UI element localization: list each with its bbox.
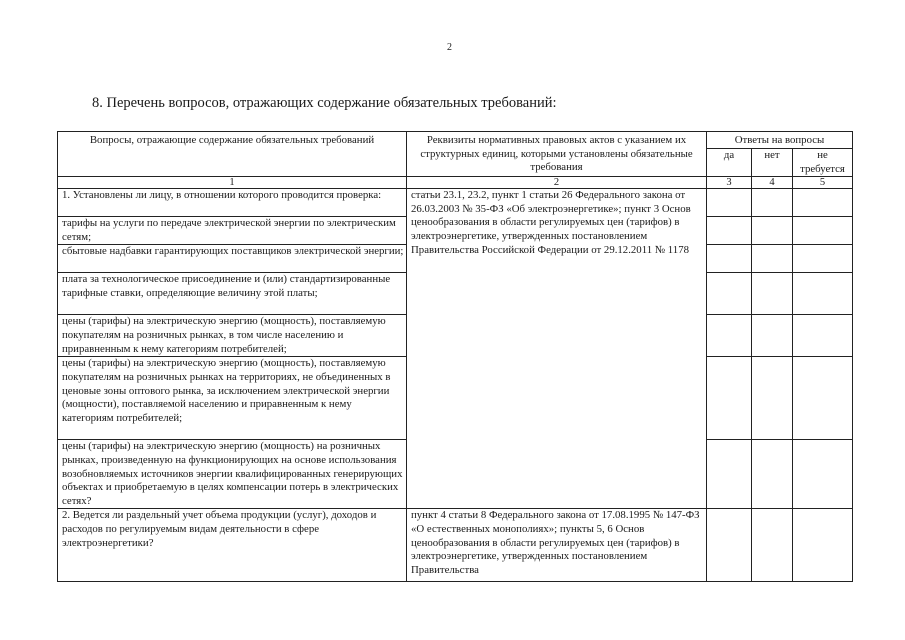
column-number: 3: [707, 177, 752, 189]
header-no: нет: [752, 149, 793, 177]
header-questions: Вопросы, отражающие содержание обязательных требований: [58, 132, 407, 177]
header-yes: да: [707, 149, 752, 177]
question-cell: плата за технологическое присоединение и (или) стандартизированные тарифные ставки, определяющие величину этой платы;: [58, 273, 407, 315]
answer-yes-cell[interactable]: [707, 217, 752, 245]
answer-not-required-cell[interactable]: [793, 315, 853, 357]
question-cell: цены (тарифы) на электрическую энергию (мощность) на розничных рынках, произведенную на функционирующих на основе использования возобновляемых источников энергии квалифицированных генерирующих объектах и приобретаемую в целях компенсации потерь в электрических сетях?: [58, 440, 407, 509]
header-row: [58, 132, 853, 149]
question-cell: 1. Установлены ли лицу, в отношении которого проводится проверка:: [58, 189, 407, 217]
answer-no-cell[interactable]: [752, 245, 793, 273]
legal-acts-cell: статьи 23.1, 23.2, пункт 1 статьи 26 Федерального закона от 26.03.2003 № 35-ФЗ «Об электроэнергетике»; пункт 3 Основ ценообразования в области регулируемых цен (тарифов) в электроэнергетике, утвержденных постановлением Правительства Российской Федерации от 29.12.2011 № 1178: [407, 189, 707, 509]
column-number: 5: [793, 177, 853, 189]
answer-no-cell[interactable]: [752, 273, 793, 315]
answer-no-cell[interactable]: [752, 189, 793, 217]
answer-no-cell[interactable]: [752, 440, 793, 509]
column-number: 1: [58, 177, 407, 189]
answer-yes-cell[interactable]: [707, 357, 752, 440]
requirements-table: [57, 131, 853, 582]
column-number: 2: [407, 177, 707, 189]
question-cell: цены (тарифы) на электрическую энергию (мощность), поставляемую покупателям на розничных рынках на территориях, не объединенных в ценовые зоны оптового рынка, за исключением электрической энергии (мощности), поставляемой населению и приравненным к нему категориям потребителей;: [58, 357, 407, 440]
answer-yes-cell[interactable]: [707, 509, 752, 582]
answer-not-required-cell[interactable]: [793, 217, 853, 245]
answer-not-required-cell[interactable]: [793, 509, 853, 582]
answer-no-cell[interactable]: [752, 357, 793, 440]
question-cell: сбытовые надбавки гарантирующих поставщиков электрической энергии;: [58, 245, 407, 273]
answer-not-required-cell[interactable]: [793, 245, 853, 273]
answer-not-required-cell[interactable]: [793, 273, 853, 315]
section-heading: 8. Перечень вопросов, отражающих содержание обязательных требований:: [92, 95, 557, 111]
legal-acts-cell: пункт 4 статьи 8 Федерального закона от 17.08.1995 № 147-ФЗ «О естественных монополиях»; пункты 5, 6 Основ ценообразования в области регулируемых цен (тарифов) в электроэнергетике, утвержденных постановлением Правительства: [407, 509, 707, 582]
answer-yes-cell[interactable]: [707, 315, 752, 357]
header-not-required: не требуется: [793, 149, 853, 177]
answer-yes-cell[interactable]: [707, 440, 752, 509]
header-answers: Ответы на вопросы: [707, 132, 853, 149]
answer-no-cell[interactable]: [752, 509, 793, 582]
page-number: 2: [447, 42, 452, 53]
question-cell: цены (тарифы) на электрическую энергию (мощность), поставляемую покупателям на розничных рынках, в том числе населению и приравненным к нему категориям потребителей;: [58, 315, 407, 357]
table-row: [58, 509, 853, 582]
question-cell: 2. Ведется ли раздельный учет объема продукции (услуг), доходов и расходов по регулируемым видам деятельности в сфере электроэнергетики?: [58, 509, 407, 582]
column-numbers-row: [58, 177, 853, 189]
answer-yes-cell[interactable]: [707, 273, 752, 315]
answer-not-required-cell[interactable]: [793, 189, 853, 217]
answer-no-cell[interactable]: [752, 315, 793, 357]
header-acts: Реквизиты нормативных правовых актов с указанием их структурных единиц, которыми установлены обязательные требования: [407, 132, 707, 177]
question-cell: тарифы на услуги по передаче электрической энергии по электрическим сетям;: [58, 217, 407, 245]
column-number: 4: [752, 177, 793, 189]
answer-not-required-cell[interactable]: [793, 440, 853, 509]
answer-not-required-cell[interactable]: [793, 357, 853, 440]
answer-no-cell[interactable]: [752, 217, 793, 245]
table-row: [58, 189, 853, 217]
answer-yes-cell[interactable]: [707, 189, 752, 217]
answer-yes-cell[interactable]: [707, 245, 752, 273]
